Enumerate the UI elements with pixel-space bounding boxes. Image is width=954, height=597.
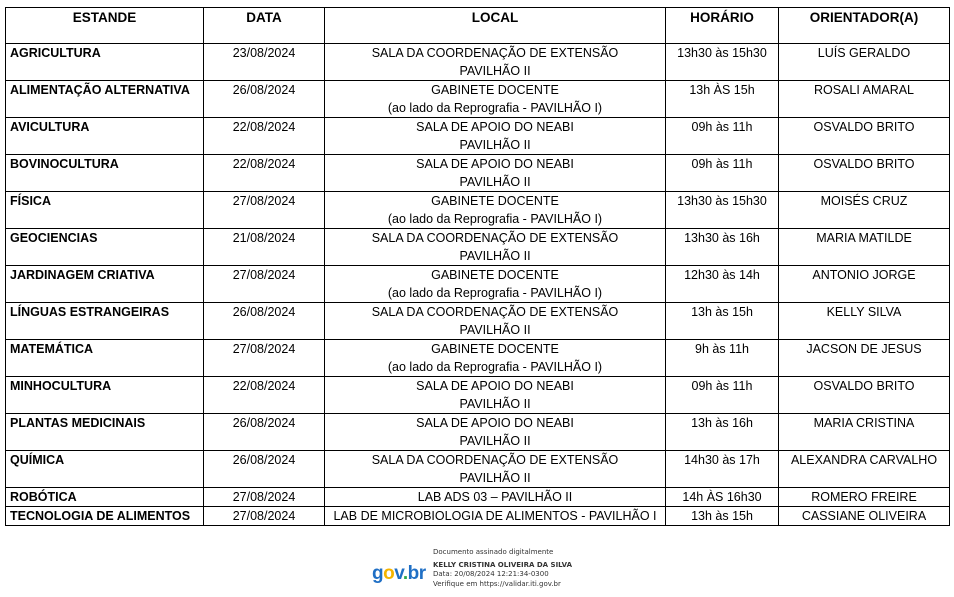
cell-estande: JARDINAGEM CRIATIVA xyxy=(6,266,204,303)
cell-estande: QUÍMICA xyxy=(6,451,204,488)
cell-local-line: LAB ADS 03 – PAVILHÃO II xyxy=(417,490,573,504)
cell-local-line: PAVILHÃO II xyxy=(459,434,531,448)
cell-local xyxy=(325,340,666,377)
cell-data: 27/08/2024 xyxy=(204,507,325,526)
table-row xyxy=(6,229,950,266)
cell-local-line: (ao lado da Reprografia - PAVILHÃO I) xyxy=(387,286,603,300)
cell-orientador: ALEXANDRA CARVALHO xyxy=(779,451,950,488)
cell-data: 27/08/2024 xyxy=(204,340,325,377)
cell-orientador: MARIA MATILDE xyxy=(779,229,950,266)
cell-local xyxy=(325,192,666,229)
cell-local xyxy=(325,44,666,81)
table-row xyxy=(6,81,950,118)
signature-verify-link[interactable]: Verifique em https://validar.iti.gov.br xyxy=(433,579,561,588)
table-row xyxy=(6,303,950,340)
cell-data: 26/08/2024 xyxy=(204,303,325,340)
cell-local-line: PAVILHÃO II xyxy=(459,323,531,337)
signature-heading: Documento assinado digitalmente xyxy=(433,548,554,556)
cell-local-line: GABINETE DOCENTE xyxy=(431,268,559,282)
cell-horario: 13h às 15h xyxy=(666,303,779,340)
cell-orientador: OSVALDO BRITO xyxy=(779,155,950,192)
cell-data: 21/08/2024 xyxy=(204,229,325,266)
cell-estande: TECNOLOGIA DE ALIMENTOS xyxy=(6,507,204,526)
cell-local-line: LAB DE MICROBIOLOGIA DE ALIMENTOS - PAVILHÃO I xyxy=(333,509,657,523)
cell-local-line: (ao lado da Reprografia - PAVILHÃO I) xyxy=(387,360,603,374)
cell-local-line: PAVILHÃO II xyxy=(459,471,531,485)
col-header-data: DATA xyxy=(204,8,325,44)
cell-orientador: CASSIANE OLIVEIRA xyxy=(779,507,950,526)
cell-local xyxy=(325,377,666,414)
table-row xyxy=(6,118,950,155)
cell-orientador: ROMERO FREIRE xyxy=(779,488,950,507)
cell-estande: ALIMENTAÇÃO ALTERNATIVA xyxy=(6,81,204,118)
cell-horario: 09h às 11h xyxy=(666,377,779,414)
cell-horario: 13h30 às 15h30 xyxy=(666,44,779,81)
cell-data: 22/08/2024 xyxy=(204,118,325,155)
signature-text xyxy=(433,548,572,589)
table-row xyxy=(6,451,950,488)
cell-local-line: GABINETE DOCENTE xyxy=(431,194,559,208)
cell-local-line: PAVILHÃO II xyxy=(459,175,531,189)
cell-local-line: SALA DE APOIO DO NEABI xyxy=(416,416,574,430)
cell-local-line: SALA DA COORDENAÇÃO DE EXTENSÃO xyxy=(371,231,619,245)
cell-horario: 13h às 16h xyxy=(666,414,779,451)
signer-name: KELLY CRISTINA OLIVEIRA DA SILVA xyxy=(433,560,573,569)
govbr-logo: gov.br xyxy=(372,563,426,584)
cell-orientador: ROSALI AMARAL xyxy=(779,81,950,118)
cell-horario: 09h às 11h xyxy=(666,155,779,192)
cell-horario: 13h ÀS 15h xyxy=(666,81,779,118)
cell-horario: 13h às 15h xyxy=(666,507,779,526)
cell-horario: 13h30 às 15h30 xyxy=(666,192,779,229)
cell-estande: FÍSICA xyxy=(6,192,204,229)
cell-local-line: SALA DA COORDENAÇÃO DE EXTENSÃO xyxy=(371,453,619,467)
col-header-local: LOCAL xyxy=(325,8,666,44)
cell-horario: 12h30 às 14h xyxy=(666,266,779,303)
cell-data: 26/08/2024 xyxy=(204,451,325,488)
cell-estande: ROBÓTICA xyxy=(6,488,204,507)
cell-local xyxy=(325,229,666,266)
table-row xyxy=(6,340,950,377)
cell-local-line: (ao lado da Reprografia - PAVILHÃO I) xyxy=(387,101,603,115)
cell-horario: 13h30 às 16h xyxy=(666,229,779,266)
cell-horario: 9h às 11h xyxy=(666,340,779,377)
table-row xyxy=(6,414,950,451)
cell-orientador: JACSON DE JESUS xyxy=(779,340,950,377)
cell-local xyxy=(325,303,666,340)
cell-estande: MINHOCULTURA xyxy=(6,377,204,414)
table-row xyxy=(6,266,950,303)
cell-orientador: LUÍS GERALDO xyxy=(779,44,950,81)
col-header-orientador: ORIENTADOR(A) xyxy=(779,8,950,44)
cell-local-line: SALA DA COORDENAÇÃO DE EXTENSÃO xyxy=(371,305,619,319)
table-row xyxy=(6,377,950,414)
cell-data: 26/08/2024 xyxy=(204,81,325,118)
cell-data: 27/08/2024 xyxy=(204,488,325,507)
cell-local-line: PAVILHÃO II xyxy=(459,249,531,263)
cell-data: 26/08/2024 xyxy=(204,414,325,451)
table-body xyxy=(6,44,950,526)
cell-horario: 14h ÀS 16h30 xyxy=(666,488,779,507)
cell-local xyxy=(325,451,666,488)
cell-local xyxy=(325,507,666,526)
cell-local xyxy=(325,155,666,192)
table-row xyxy=(6,488,950,507)
cell-orientador: OSVALDO BRITO xyxy=(779,118,950,155)
cell-estande: AGRICULTURA xyxy=(6,44,204,81)
table-row xyxy=(6,44,950,81)
cell-local xyxy=(325,414,666,451)
cell-orientador: ANTONIO JORGE xyxy=(779,266,950,303)
cell-data: 22/08/2024 xyxy=(204,155,325,192)
cell-local-line: GABINETE DOCENTE xyxy=(431,342,559,356)
cell-local-line: SALA DE APOIO DO NEABI xyxy=(416,379,574,393)
cell-data: 27/08/2024 xyxy=(204,266,325,303)
cell-local-line: SALA DE APOIO DO NEABI xyxy=(416,120,574,134)
cell-estande: MATEMÁTICA xyxy=(6,340,204,377)
col-header-estande: ESTANDE xyxy=(6,8,204,44)
col-header-horario: HORÁRIO xyxy=(666,8,779,44)
header-row xyxy=(6,8,950,44)
cell-local xyxy=(325,81,666,118)
cell-orientador: MARIA CRISTINA xyxy=(779,414,950,451)
cell-local-line: (ao lado da Reprografia - PAVILHÃO I) xyxy=(387,212,603,226)
cell-orientador: MOISÉS CRUZ xyxy=(779,192,950,229)
cell-estande: PLANTAS MEDICINAIS xyxy=(6,414,204,451)
cell-estande: LÍNGUAS ESTRANGEIRAS xyxy=(6,303,204,340)
cell-local-line: SALA DA COORDENAÇÃO DE EXTENSÃO xyxy=(371,46,619,60)
cell-data: 22/08/2024 xyxy=(204,377,325,414)
table-row xyxy=(6,155,950,192)
cell-data: 27/08/2024 xyxy=(204,192,325,229)
cell-local-line: PAVILHÃO II xyxy=(459,64,531,78)
cell-local-line: GABINETE DOCENTE xyxy=(431,83,559,97)
cell-local-line: PAVILHÃO II xyxy=(459,138,531,152)
cell-local xyxy=(325,266,666,303)
table-row xyxy=(6,507,950,526)
cell-estande: AVICULTURA xyxy=(6,118,204,155)
cell-horario: 09h às 11h xyxy=(666,118,779,155)
cell-horario: 14h30 às 17h xyxy=(666,451,779,488)
cell-data: 23/08/2024 xyxy=(204,44,325,81)
cell-orientador: KELLY SILVA xyxy=(779,303,950,340)
signature-date: Data: 20/08/2024 12:21:34-0300 xyxy=(433,570,549,578)
cell-local-line: PAVILHÃO II xyxy=(459,397,531,411)
cell-estande: GEOCIENCIAS xyxy=(6,229,204,266)
cell-orientador: OSVALDO BRITO xyxy=(779,377,950,414)
schedule-table xyxy=(5,7,950,526)
table-row xyxy=(6,192,950,229)
cell-local xyxy=(325,488,666,507)
cell-local-line: SALA DE APOIO DO NEABI xyxy=(416,157,574,171)
cell-local xyxy=(325,118,666,155)
cell-estande: BOVINOCULTURA xyxy=(6,155,204,192)
